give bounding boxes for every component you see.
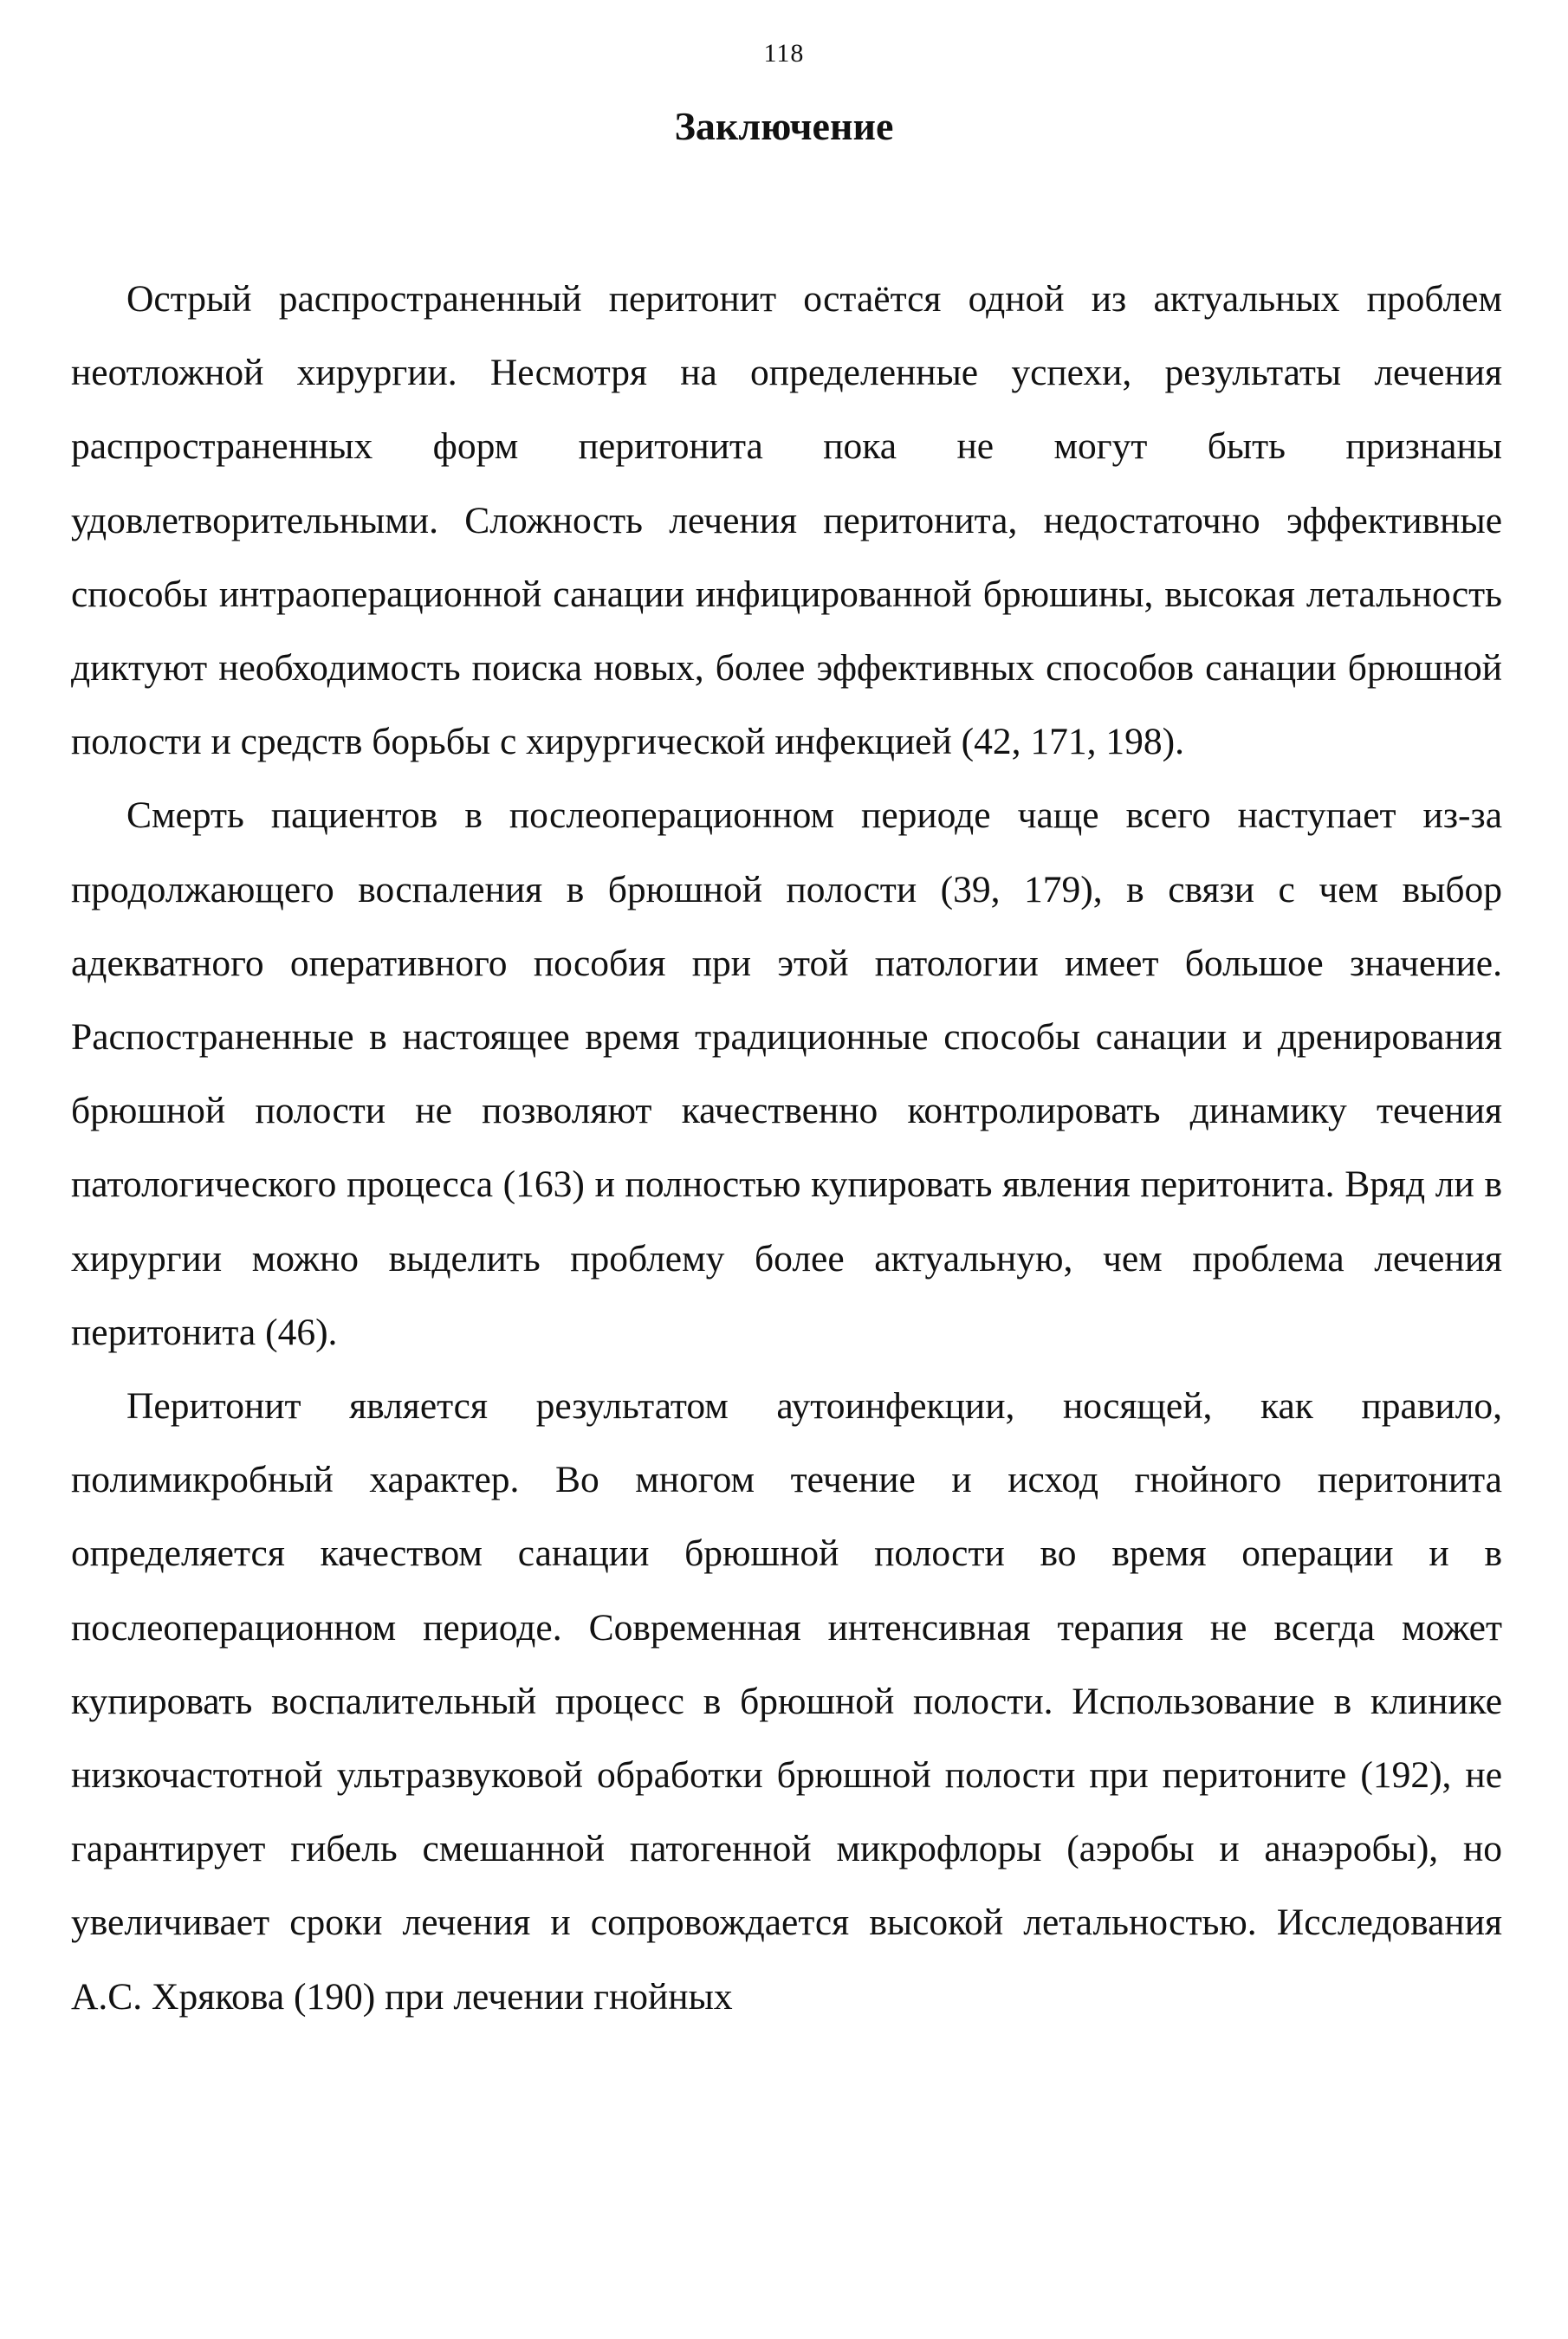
paragraph-1: Острый распространенный перитонит остаётся одной из актуальных проблем неотложной хирургии. Несмотря на определенные успехи, результаты лечения распространенных форм перитонита пока не могут быть признаны удовлетворительными. Сложность лечения перитонита, недостаточно эффективные способы интраоперационной санации инфицированной брюшины, высокая летальность диктуют необходимость поиска новых, более эффективных способов санации брюшной полости и средств борьбы с хирургической инфекцией (42, 171, 198). (71, 278, 1502, 763)
paragraph-2: Смерть пациентов в послеоперационном периоде чаще всего наступает из-за продолжающего воспаления в брюшной полости (39, 179), в связи с чем выбор адекватного оперативного пособия при этой патологии имеет большое значение. Распостраненные в настоящее время традиционные способы санации и дренирования брюшной полости не позволяют качественно контролировать динамику течения патологического процесса (163) и полностью купировать явления перитонита. Вряд ли в хирургии можно выделить проблему более актуальную, чем проблема лечения перитонита (46). (71, 794, 1502, 1353)
paragraph-3: Перитонит является результатом аутоинфекции, носящей, как правило, полимикробный характер. Во многом течение и исход гнойного перитонита определяется качеством санации брюшной полости во время операции и в послеоперационном периоде. Современная интенсивная терапия не всегда может купировать воспалительный процесс в брюшной полости. Использование в клинике низкочастотной ультразвуковой обработки брюшной полости при перитоните (192), не гарантирует гибель смешанной патогенной микрофлоры (аэробы и анаэробы), но увеличивает сроки лечения и сопровождается высокой летальностью. Исследования А.С. Хрякова (190) при лечении гнойных (71, 1385, 1502, 2018)
page-title: Заключение (674, 104, 894, 148)
page-number: 118 (763, 39, 805, 68)
body-text (71, 262, 1502, 2034)
